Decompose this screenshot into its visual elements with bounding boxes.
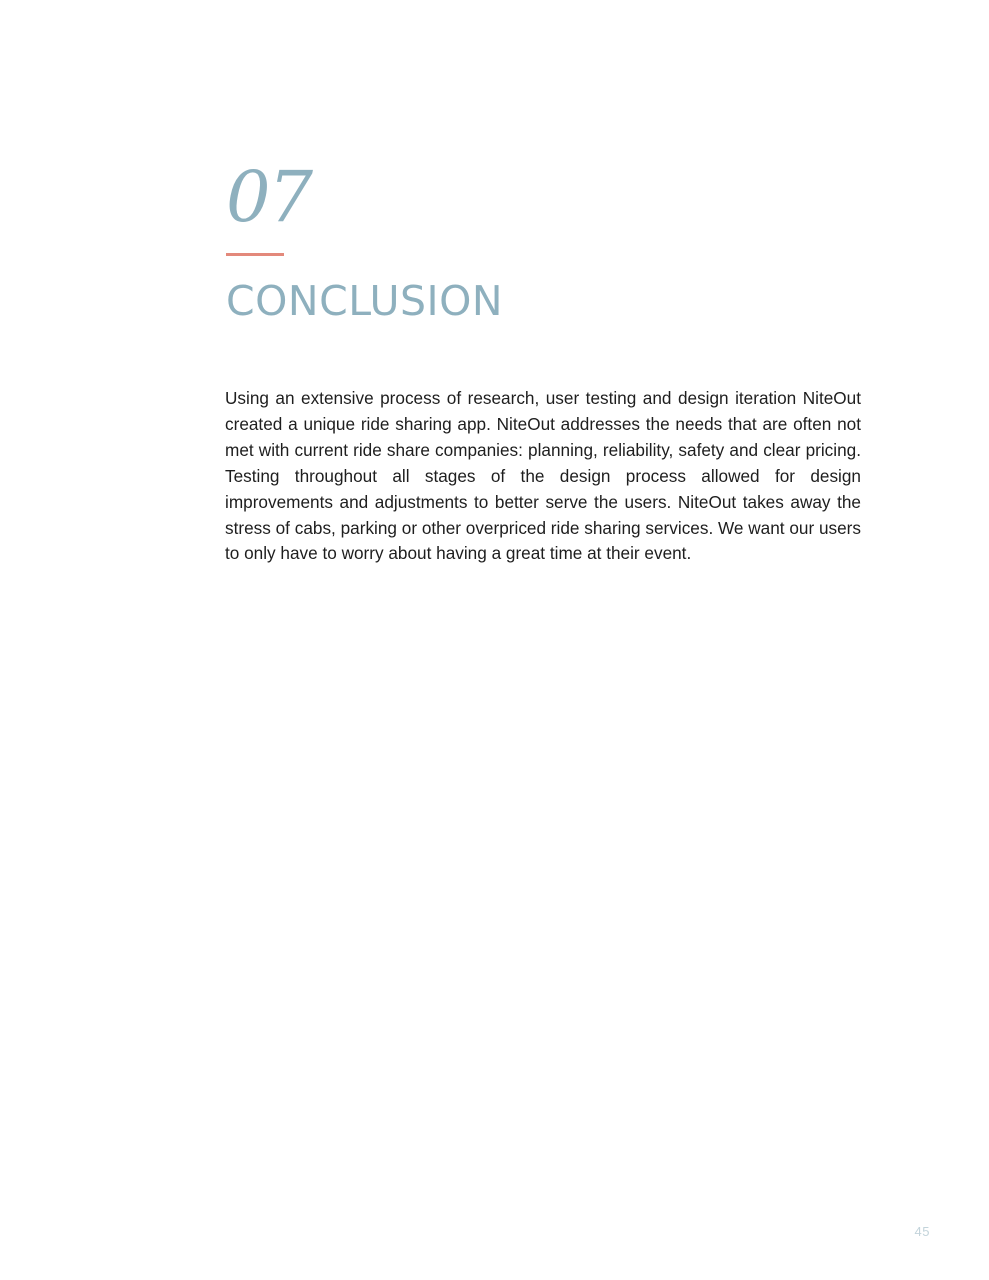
- conclusion-paragraph: Using an extensive process of research, user testing and design iteration NiteOut created a unique ride sharing app. NiteOut addresses the needs that are often not met with current ride share companies: planning, reliability, safety and clear pricing. Testing throughout all stages of the design process allowed for design improvements and adjustments to better serve the users. NiteOut takes away the stress of cabs, parking or other overpriced ride sharing services. We want our users to only have to worry about having a great time at their event.: [225, 388, 861, 564]
- page-number: 45: [914, 1224, 930, 1239]
- accent-divider: [226, 253, 284, 256]
- section-number: 07: [226, 156, 312, 238]
- section-title: CONCLUSION: [226, 277, 504, 325]
